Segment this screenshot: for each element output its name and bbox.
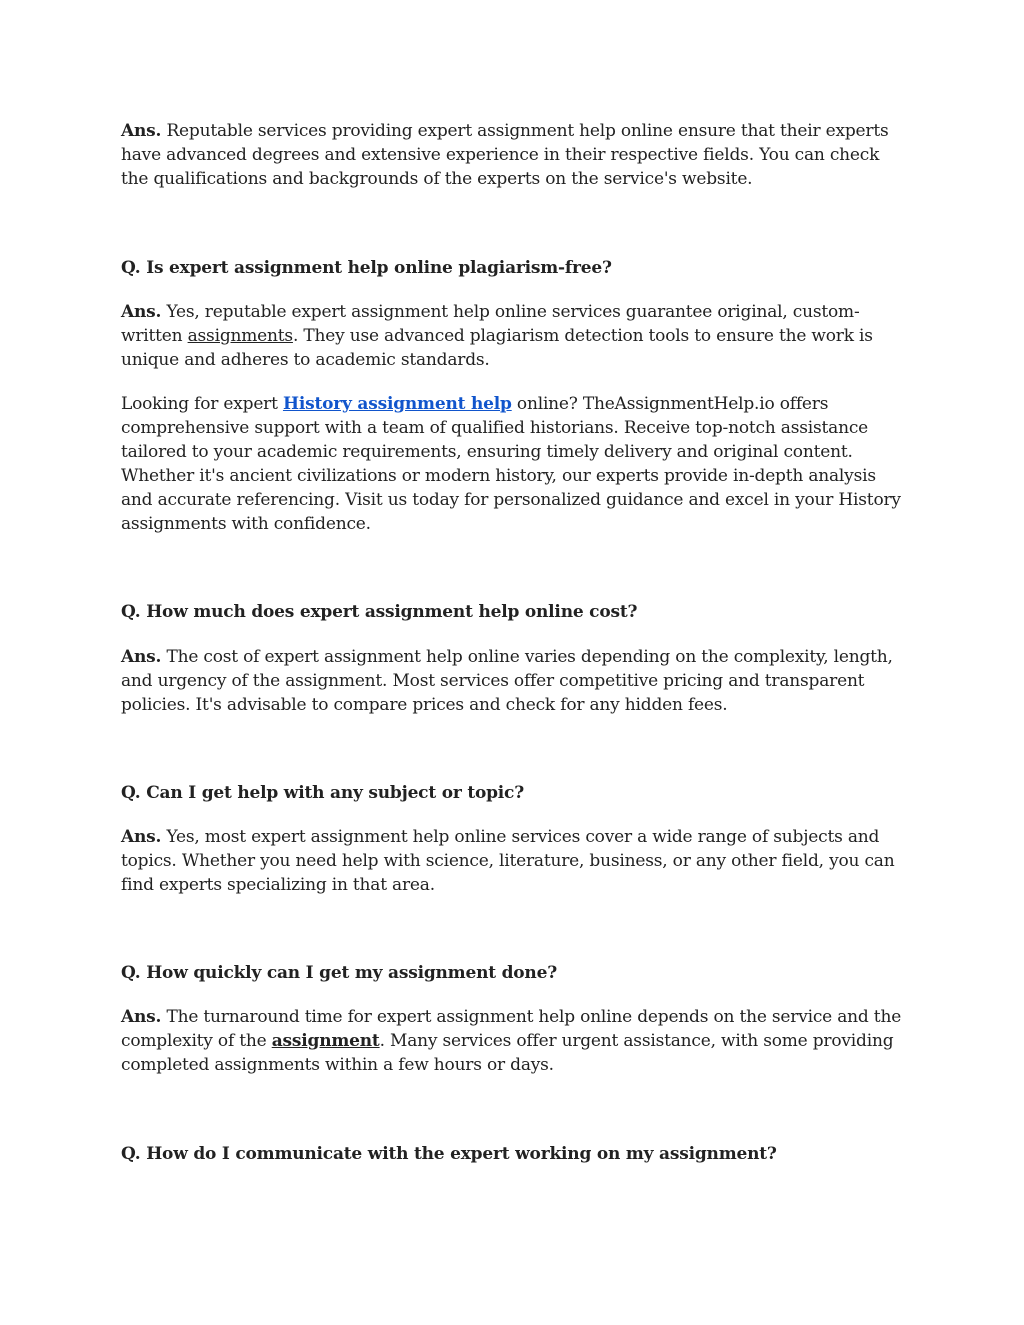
question-communicate: Q. How do I communicate with the expert working on my assignment? [121, 1144, 777, 1164]
answer-turnaround [121, 1005, 911, 1077]
ans-label: Ans. [121, 1007, 162, 1027]
answer-subject [121, 825, 911, 897]
ans-label: Ans. [121, 121, 162, 141]
answer-text: Yes, most expert assignment help online services cover a wide range of subjects and topics. Whether you need help with science, literature, business, or any other field, you can find experts specializing in that area. [121, 827, 895, 895]
ans-label: Ans. [121, 827, 162, 847]
answer-text: Reputable services providing expert assignment help online ensure that their experts have advanced degrees and extensive experience in their respective fields. You can check the qualifications and backgrounds of the experts on the service's website. [121, 121, 889, 189]
question-subject: Q. Can I get help with any subject or topic? [121, 783, 524, 803]
question-plagiarism: Q. Is expert assignment help online plagiarism-free? [121, 258, 612, 278]
answer-text: . They use advanced plagiarism detection tools to ensure the work is unique and adheres to academic standards. [121, 326, 873, 370]
question-turnaround: Q. How quickly can I get my assignment done? [121, 963, 557, 983]
promo-text: Looking for expert [121, 394, 283, 414]
answer-text: The turnaround time for expert assignment help online depends on the service and the complexity of the [121, 1007, 902, 1051]
assignments-link[interactable]: assignments [187, 326, 293, 346]
assignment-link[interactable]: assignment [271, 1031, 380, 1051]
answer-text: Yes, reputable expert assignment help online services guarantee original, custom-written [121, 302, 860, 346]
history-assignment-help-link[interactable]: History assignment help [282, 394, 512, 414]
ans-label: Ans. [121, 302, 162, 322]
answer-plagiarism [121, 300, 911, 372]
answer-text: . Many services offer urgent assistance, with some providing completed assignments within a few hours or days. [121, 1031, 894, 1075]
promo-paragraph [121, 392, 911, 536]
answer-cost [121, 645, 911, 717]
answer-qualifications [121, 119, 911, 191]
question-cost: Q. How much does expert assignment help online cost? [121, 602, 638, 622]
promo-text: online? TheAssignmentHelp.io offers comprehensive support with a team of qualified historians. Receive top-notch assistance tailored to your academic requirements, ensuring timely delivery and original content. Whether it's ancient civilizations or modern history, our experts provide in-depth analysis and accurate referencing. Visit us today for personalized guidance and excel in your History assignments with confidence. [121, 394, 901, 534]
ans-label: Ans. [121, 647, 162, 667]
answer-text: The cost of expert assignment help online varies depending on the complexity, length, and urgency of the assignment. Most services offer competitive pricing and transparent policies. It's advisable to compare prices and check for any hidden fees. [121, 647, 893, 715]
